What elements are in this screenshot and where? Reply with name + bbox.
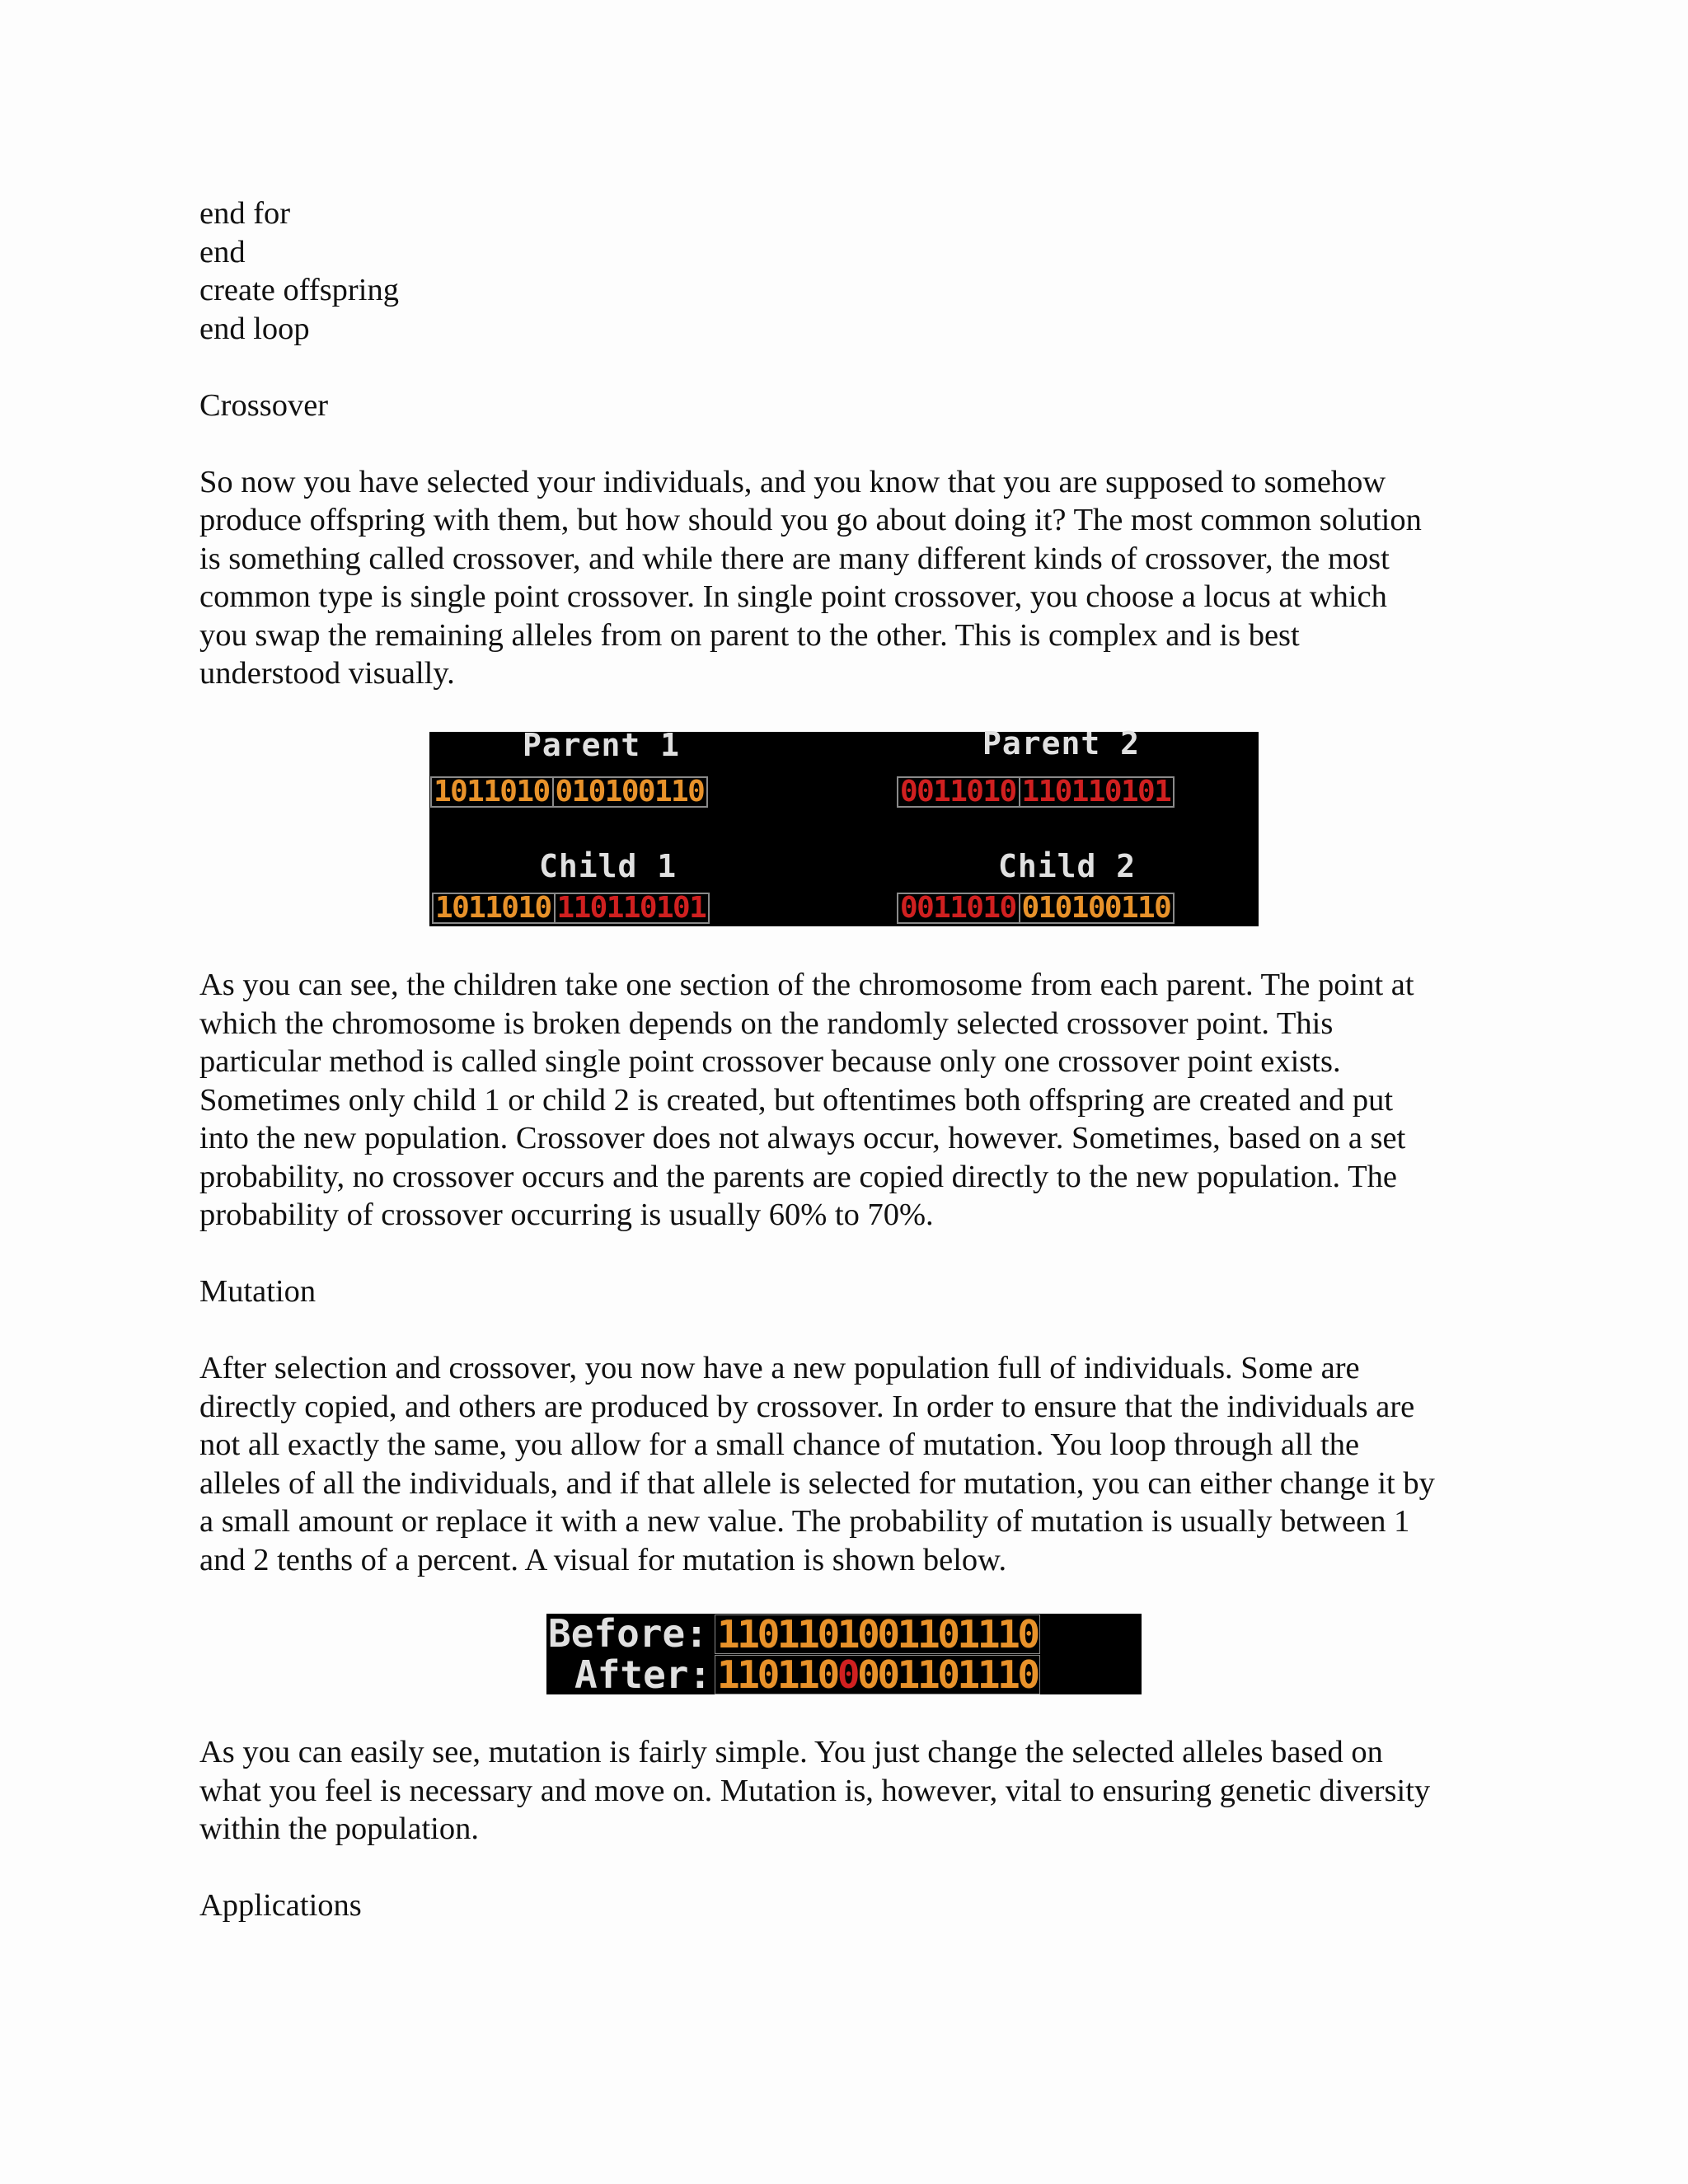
mutation-explanation [199, 1733, 1502, 1925]
child1-label: Child 1 [539, 848, 678, 884]
crossover-explanation [199, 966, 1502, 1579]
text-line: what you feel is necessary and move on. Mutation is, however, vital to ensuring genetic diversity [199, 1773, 1431, 1808]
text-line: into the new population. Crossover does not always occur, however. Sometimes, based on a set [199, 1121, 1406, 1155]
text-line: So now you have selected your individuals, and you know that you are supposed to somehow [199, 464, 1386, 499]
code-line: create offspring [199, 273, 399, 307]
heading-crossover: Crossover [199, 387, 329, 423]
child1-chromosome [432, 893, 710, 924]
text-line: understood visually. [199, 656, 455, 691]
text-line: probability of crossover occurring is usually 60% to 70%. [199, 1197, 934, 1232]
text-line: probability, no crossover occurs and the parents are copied directly to the new population. The [199, 1159, 1397, 1194]
text-line: alleles of all the individuals, and if that allele is selected for mutation, you can either change it by [199, 1465, 1435, 1501]
text-line: As you can see, the children take one section of the chromosome from each parent. The point at [199, 968, 1414, 1002]
after-bits-suffix: 001101110 [857, 1652, 1038, 1697]
text-line: a small amount or replace it with a new value. The probability of mutation is usually between 1 [199, 1504, 1410, 1539]
parent2-chromosome [897, 776, 1175, 808]
text-line: After selection and crossover, you now have a new population full of individuals. Some are [199, 1351, 1360, 1385]
heading-applications: Applications [199, 1888, 362, 1923]
code-line: end for [199, 196, 291, 231]
child1-segment-b: 110110101 [554, 893, 710, 924]
parent2-segment-b: 110110101 [1019, 776, 1175, 808]
parent1-label: Parent 1 [523, 727, 681, 763]
heading-mutation: Mutation [199, 1274, 316, 1309]
text-line: directly copied, and others are produced by crossover. In order to ensure that the individuals are [199, 1389, 1415, 1424]
parent1-segment-a: 1011010 [430, 776, 554, 808]
text-line: is something called crossover, and while there are many different kinds of crossover, the most [199, 541, 1390, 576]
document-page [199, 194, 1502, 693]
text-line: not all exactly the same, you allow for a small chance of mutation. You loop through all the [199, 1427, 1360, 1462]
text-line: within the population. [199, 1811, 479, 1846]
after-bits-prefix: 110110 [717, 1652, 837, 1697]
after-label: After: [574, 1652, 712, 1697]
before-label: Before: [548, 1611, 708, 1656]
text-line: and 2 tenths of a percent. A visual for mutation is shown below. [199, 1542, 1007, 1577]
paragraph-crossover-intro [199, 463, 1502, 693]
parent2-label: Parent 2 [982, 725, 1141, 762]
child2-chromosome [897, 893, 1175, 924]
child2-segment-b: 010100110 [1019, 893, 1175, 924]
parent1-segment-b: 010100110 [552, 776, 709, 808]
crossover-figure [429, 725, 1259, 926]
before-bits: 1101101001101110 [715, 1615, 1040, 1654]
text-line: produce offspring with them, but how should you go about doing it? The most common solution [199, 503, 1422, 537]
text-line: you swap the remaining alleles from on parent to the other. This is complex and is best [199, 617, 1300, 653]
text-line: particular method is called single point crossover because only one crossover point exists. [199, 1044, 1341, 1079]
text-line: which the chromosome is broken depends on the randomly selected crossover point. This [199, 1005, 1334, 1041]
child2-label: Child 2 [998, 848, 1137, 884]
mutation-figure [546, 1611, 1142, 1697]
parent1-chromosome [430, 776, 708, 808]
child1-segment-a: 1011010 [432, 893, 556, 924]
text-line: common type is single point crossover. In single point crossover, you choose a locus at which [199, 579, 1387, 614]
child2-segment-a: 0011010 [897, 893, 1020, 924]
code-line: end [199, 234, 246, 269]
parent2-segment-a: 0011010 [897, 776, 1020, 808]
text-line: As you can easily see, mutation is fairly simple. You just change the selected alleles based on [199, 1735, 1383, 1769]
text-line: Sometimes only child 1 or child 2 is created, but oftentimes both offspring are created and put [199, 1082, 1394, 1118]
code-line: end loop [199, 311, 310, 346]
mutated-allele: 0 [837, 1652, 858, 1697]
after-bits [715, 1652, 1040, 1697]
